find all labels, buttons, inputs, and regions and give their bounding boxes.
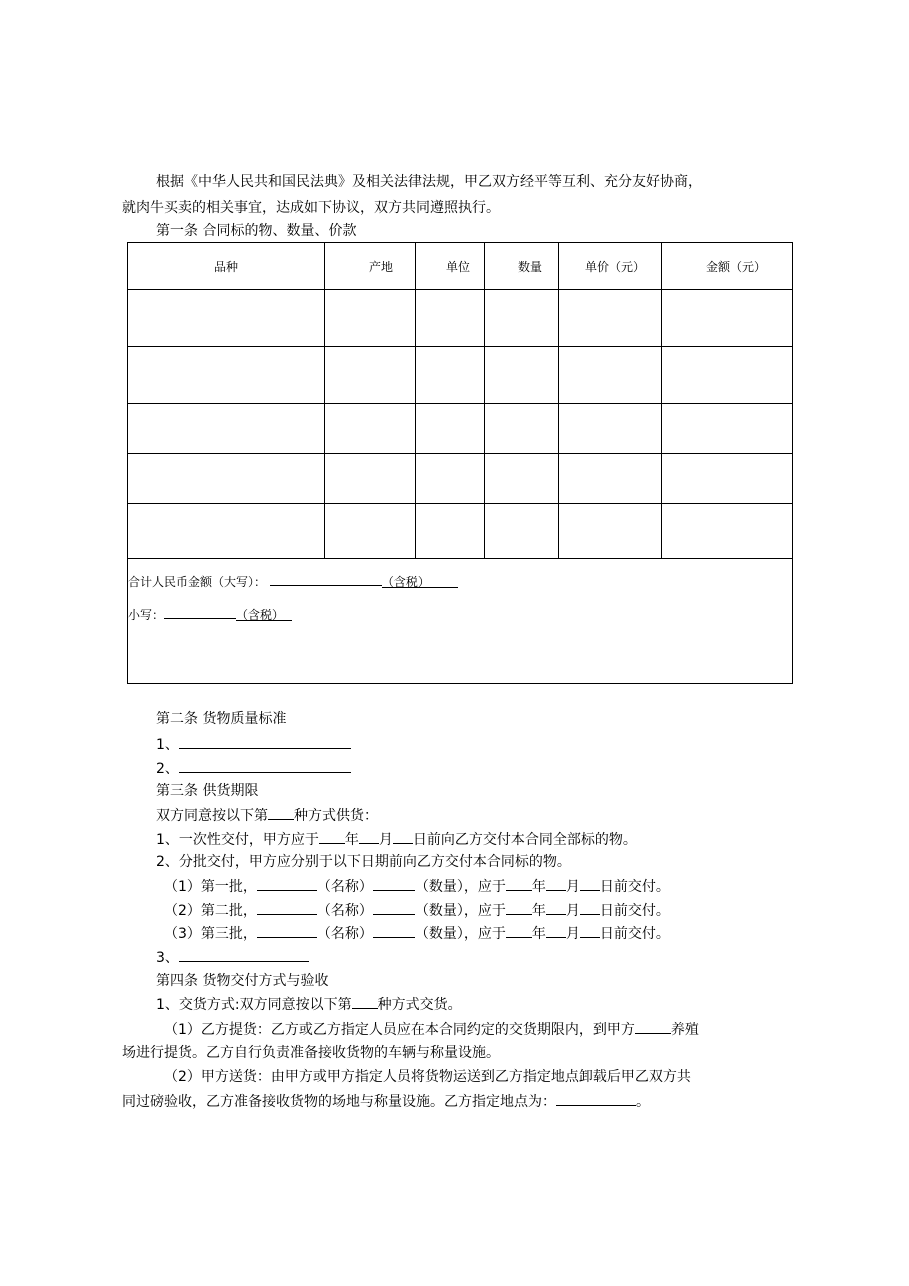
pickup-text: （1）乙方提货：乙方或乙方指定人员应在本合同约定的交货期限内，到甲方 (164, 1022, 635, 1038)
batch-row-1 (164, 876, 670, 897)
batch-qty-text: （数量），应于 (414, 926, 506, 942)
article4-title: 第四条 货物交付方式与验收 (156, 973, 329, 989)
table-cell[interactable] (416, 454, 485, 504)
article4-item-1 (156, 994, 462, 1015)
table-cell[interactable] (485, 454, 559, 504)
month-field[interactable] (546, 923, 566, 938)
pickup-line-2: 场进行提货。乙方自行负责准备接收货物的车辆与称量设施。 (122, 1045, 500, 1061)
month-text: 月 (565, 926, 580, 942)
header-quantity: 数量 (485, 243, 559, 290)
quality-standard-field-2[interactable] (179, 758, 351, 773)
table-row (128, 404, 793, 454)
table-row (128, 290, 793, 347)
month-field[interactable] (359, 829, 379, 844)
table-cell[interactable] (128, 504, 325, 559)
table-cell[interactable] (416, 290, 485, 347)
year-field[interactable] (319, 829, 345, 844)
delivery-text-end: 。 (636, 1094, 650, 1110)
table-cell[interactable] (662, 504, 793, 559)
total-lower-suffix: （含税） (236, 606, 292, 621)
article1-title: 第一条 合同标的物、数量、价款 (156, 223, 357, 239)
batch-end-text: 日前交付。 (599, 879, 670, 895)
table-cell[interactable] (559, 404, 662, 454)
day-field[interactable] (393, 829, 413, 844)
batch-name-text: （名称） (316, 926, 373, 942)
month-text: 月 (378, 832, 393, 848)
table-cell[interactable] (559, 454, 662, 504)
total-upper-field[interactable] (270, 571, 382, 586)
table-cell[interactable] (325, 404, 416, 454)
batch-qty-field[interactable] (373, 900, 415, 915)
delivery-line-2 (122, 1091, 650, 1112)
item-text-end: 日前向乙方交付本合同全部标的物。 (412, 832, 637, 848)
item-text-end: 种方式交货。 (377, 997, 462, 1013)
batch-name-field[interactable] (257, 876, 317, 891)
total-upper-label: 合计人民币金额（大写）： (128, 575, 267, 589)
year-text: 年 (531, 926, 546, 942)
year-text: 年 (344, 832, 359, 848)
batch-name-field[interactable] (257, 900, 317, 915)
table-cell[interactable] (559, 290, 662, 347)
article3-method-line (156, 805, 378, 826)
batch-end-text: 日前交付。 (599, 926, 670, 942)
table-row (128, 454, 793, 504)
item-text: 1、一次性交付，甲方应于 (156, 832, 319, 848)
table-cell[interactable] (485, 290, 559, 347)
table-cell[interactable] (416, 347, 485, 404)
table-cell[interactable] (325, 290, 416, 347)
delivery-text: 同过磅验收，乙方准备接收货物的场地与称量设施。乙方指定地点为： (122, 1094, 556, 1110)
header-variety: 品种 (128, 243, 325, 290)
year-field[interactable] (506, 876, 532, 891)
month-text: 月 (565, 879, 580, 895)
intro-line-2: 就肉牛买卖的相关事宜，达成如下协议，双方共同遵照执行。 (122, 200, 500, 216)
table-cell[interactable] (325, 347, 416, 404)
batch-row-3 (164, 923, 670, 944)
month-text: 月 (565, 903, 580, 919)
day-field[interactable] (580, 923, 600, 938)
item-number: 2、 (156, 761, 179, 777)
header-unit: 单位 (416, 243, 485, 290)
batch-name-field[interactable] (257, 923, 317, 938)
table-cell[interactable] (128, 290, 325, 347)
farm-name-field[interactable] (635, 1019, 671, 1034)
batch-qty-text: （数量），应于 (414, 879, 506, 895)
table-cell[interactable] (559, 347, 662, 404)
year-text: 年 (531, 903, 546, 919)
batch-name-text: （名称） (316, 879, 373, 895)
batch-qty-field[interactable] (373, 876, 415, 891)
delivery-method-field[interactable] (352, 994, 378, 1009)
header-origin: 产地 (325, 243, 416, 290)
batch-label: （1）第一批， (164, 879, 257, 895)
day-field[interactable] (580, 876, 600, 891)
day-field[interactable] (580, 900, 600, 915)
item-number: 1、 (156, 737, 179, 753)
total-lower-label: 小写： (128, 608, 165, 622)
header-unit-price: 单价（元） (559, 243, 662, 290)
total-upper-suffix: （含税） (382, 573, 458, 588)
month-field[interactable] (546, 876, 566, 891)
item-number: 3、 (156, 950, 179, 966)
table-cell[interactable] (128, 454, 325, 504)
table-cell[interactable] (485, 504, 559, 559)
article3-title: 第三条 供货期限 (156, 783, 259, 799)
total-lower-field[interactable] (164, 604, 236, 619)
table-cell[interactable] (662, 290, 793, 347)
year-field[interactable] (506, 923, 532, 938)
table-cell[interactable] (662, 454, 793, 504)
total-row (128, 559, 793, 684)
table-cell[interactable] (416, 504, 485, 559)
table-cell[interactable] (485, 404, 559, 454)
article3-item-3 (156, 947, 309, 968)
header-amount: 金额（元） (662, 243, 793, 290)
item-text: 1、交货方式:双方同意按以下第 (156, 997, 352, 1013)
method-text: 双方同意按以下第 (156, 808, 268, 824)
table-cell[interactable] (416, 404, 485, 454)
article2-item-2 (156, 758, 351, 779)
year-text: 年 (531, 879, 546, 895)
batch-label: （2）第二批， (164, 903, 257, 919)
goods-table (127, 242, 793, 684)
batch-end-text: 日前交付。 (599, 903, 670, 919)
article2-title: 第二条 货物质量标准 (156, 711, 287, 727)
table-cell[interactable] (559, 504, 662, 559)
delivery-line-1: （2）甲方送货：由甲方或甲方指定人员将货物运送到乙方指定地点卸载后甲乙双方共 (164, 1069, 691, 1085)
article3-item-2: 2、分批交付，甲方应分别于以下日期前向乙方交付本合同标的物。 (156, 854, 571, 870)
quality-standard-field-1[interactable] (179, 734, 351, 749)
total-cell (128, 559, 793, 684)
table-cell[interactable] (325, 454, 416, 504)
table-header-row (128, 243, 793, 290)
article3-item-1 (156, 829, 637, 850)
year-field[interactable] (506, 900, 532, 915)
table-cell[interactable] (662, 404, 793, 454)
table-cell[interactable] (662, 347, 793, 404)
intro-line-1: 根据《中华人民共和国民法典》及相关法律法规，甲乙双方经平等互利、充分友好协商， (156, 174, 702, 190)
article2-item-1 (156, 734, 351, 755)
total-upper (128, 571, 458, 590)
table-cell[interactable] (485, 347, 559, 404)
pickup-text-end: 养殖 (670, 1022, 699, 1038)
supply-method-field[interactable] (268, 805, 294, 820)
batch-name-text: （名称） (316, 903, 373, 919)
batch-label: （3）第三批， (164, 926, 257, 942)
table-row (128, 347, 793, 404)
table-cell[interactable] (128, 404, 325, 454)
table-row (128, 504, 793, 559)
table-cell[interactable] (325, 504, 416, 559)
pickup-line-1 (164, 1019, 699, 1040)
total-lower (128, 604, 292, 623)
batch-qty-text: （数量），应于 (414, 903, 506, 919)
supply-other-field[interactable] (179, 947, 309, 962)
batch-row-2 (164, 900, 670, 921)
designated-location-field[interactable] (556, 1091, 636, 1106)
batch-qty-field[interactable] (373, 923, 415, 938)
month-field[interactable] (546, 900, 566, 915)
table-cell[interactable] (128, 347, 325, 404)
method-text-end: 种方式供货： (294, 808, 378, 824)
